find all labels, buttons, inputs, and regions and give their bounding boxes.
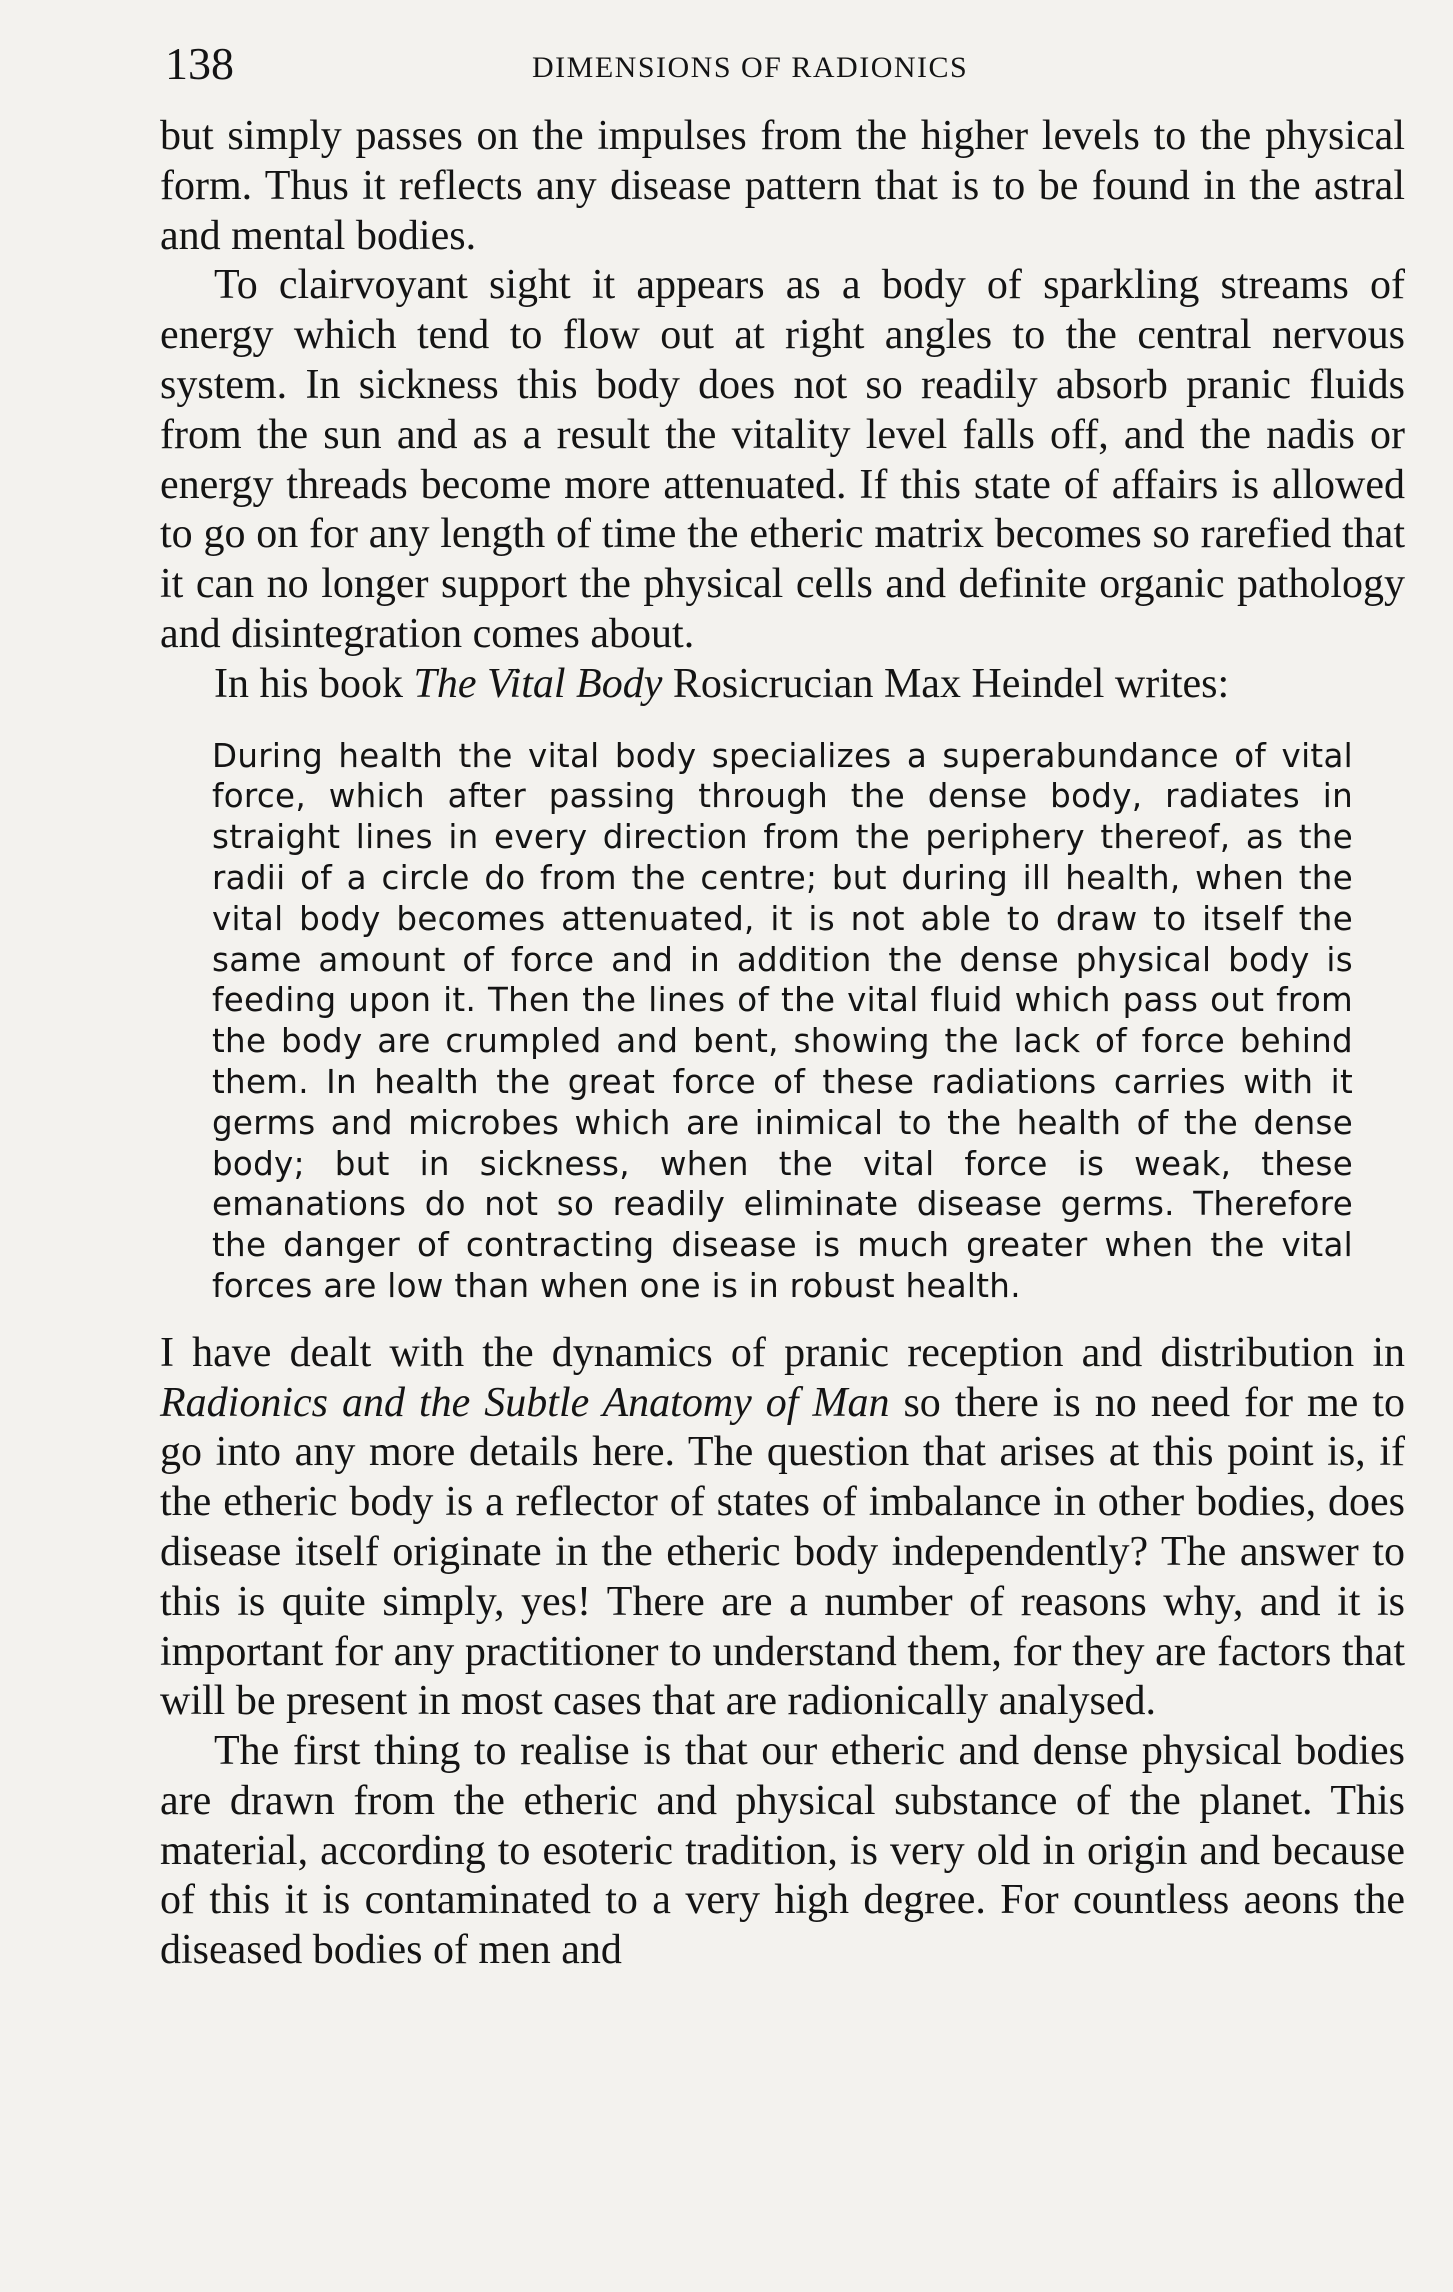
paragraph-2: To clairvoyant sight it appears as a body of sparkling streams of energy which tend to flow out at right angles to the central nervous system. In sickness this body does not so readily absorb pranic fluids from the sun and as a result the vitality level falls off, and the nadis or energy threads become more attenuated. If this state of affairs is allowed to go on for any length of time the etheric matrix becomes so rarefied that it can no longer support the physical cells and definite organic pathology and disintegration comes about. <box>160 262 1405 657</box>
paragraph-3 <box>160 660 1405 710</box>
running-title: DIMENSIONS OF RADIONICS <box>532 51 969 84</box>
paragraph-3-text-b: Rosicrucian Max Heindel writes: <box>662 660 1230 707</box>
page-number: 138 <box>165 38 234 89</box>
book-title-radionics: Radionics and the Subtle Anatomy of Man <box>160 1379 890 1426</box>
paragraph-4 <box>160 1329 1405 1727</box>
paragraph-4-text-b: so there is no need for me to go into any more details here. The question that arises at this point is, if the etheric body is a reflector of states of imbalance in other bodies, does disease itself originate in the etheric body independently? The answer to this is quite simply, yes! There are a number of reasons why, and it is important for any practitioner to understand them, for they are factors that will be present in most cases that are radionically analysed. <box>160 1379 1405 1725</box>
paragraph-1: but simply passes on the impulses from the higher levels to the physical form. Thus it reflects any disease pattern that is to be found in the astral and mental bodies. <box>160 113 1405 259</box>
body-text <box>160 112 1405 1976</box>
block-quote: During health the vital body specializes a superabundance of vital force, which after passing through the dense body, radiates in straight lines in every direction from the periphery thereof, as the radii of a circle do from the centre; but during ill health, when the vital body becomes attenuated, it is not able to draw to itself the same amount of force and in addition the dense physical body is feeding upon it. Then the lines of the vital fluid which pass out from the body are crumpled and bent, showing the lack of force behind them. In health the great force of these radiations carries with it germs and microbes which are inimical to the health of the dense body; but in sickness, when the vital force is weak, these emanations do not so readily eliminate disease germs. Therefore the danger of contracting disease is much greater when the vital forces are low than when one is in robust health. <box>212 736 1353 1305</box>
page-header <box>165 34 1405 94</box>
paragraph-3-text-a: In his book <box>214 660 414 707</box>
book-title-vital-body: The Vital Body <box>413 660 663 707</box>
paragraph-4-text-a: I have dealt with the dynamics of pranic reception and distribution in <box>160 1329 1405 1376</box>
paragraph-5: The first thing to realise is that our etheric and dense physical bodies are drawn from the etheric and physical substance of the planet. This material, according to esoteric tradition, is very old in origin and because of this it is contaminated to a very high degree. For countless aeons the diseased bodies of men and <box>160 1728 1405 1974</box>
